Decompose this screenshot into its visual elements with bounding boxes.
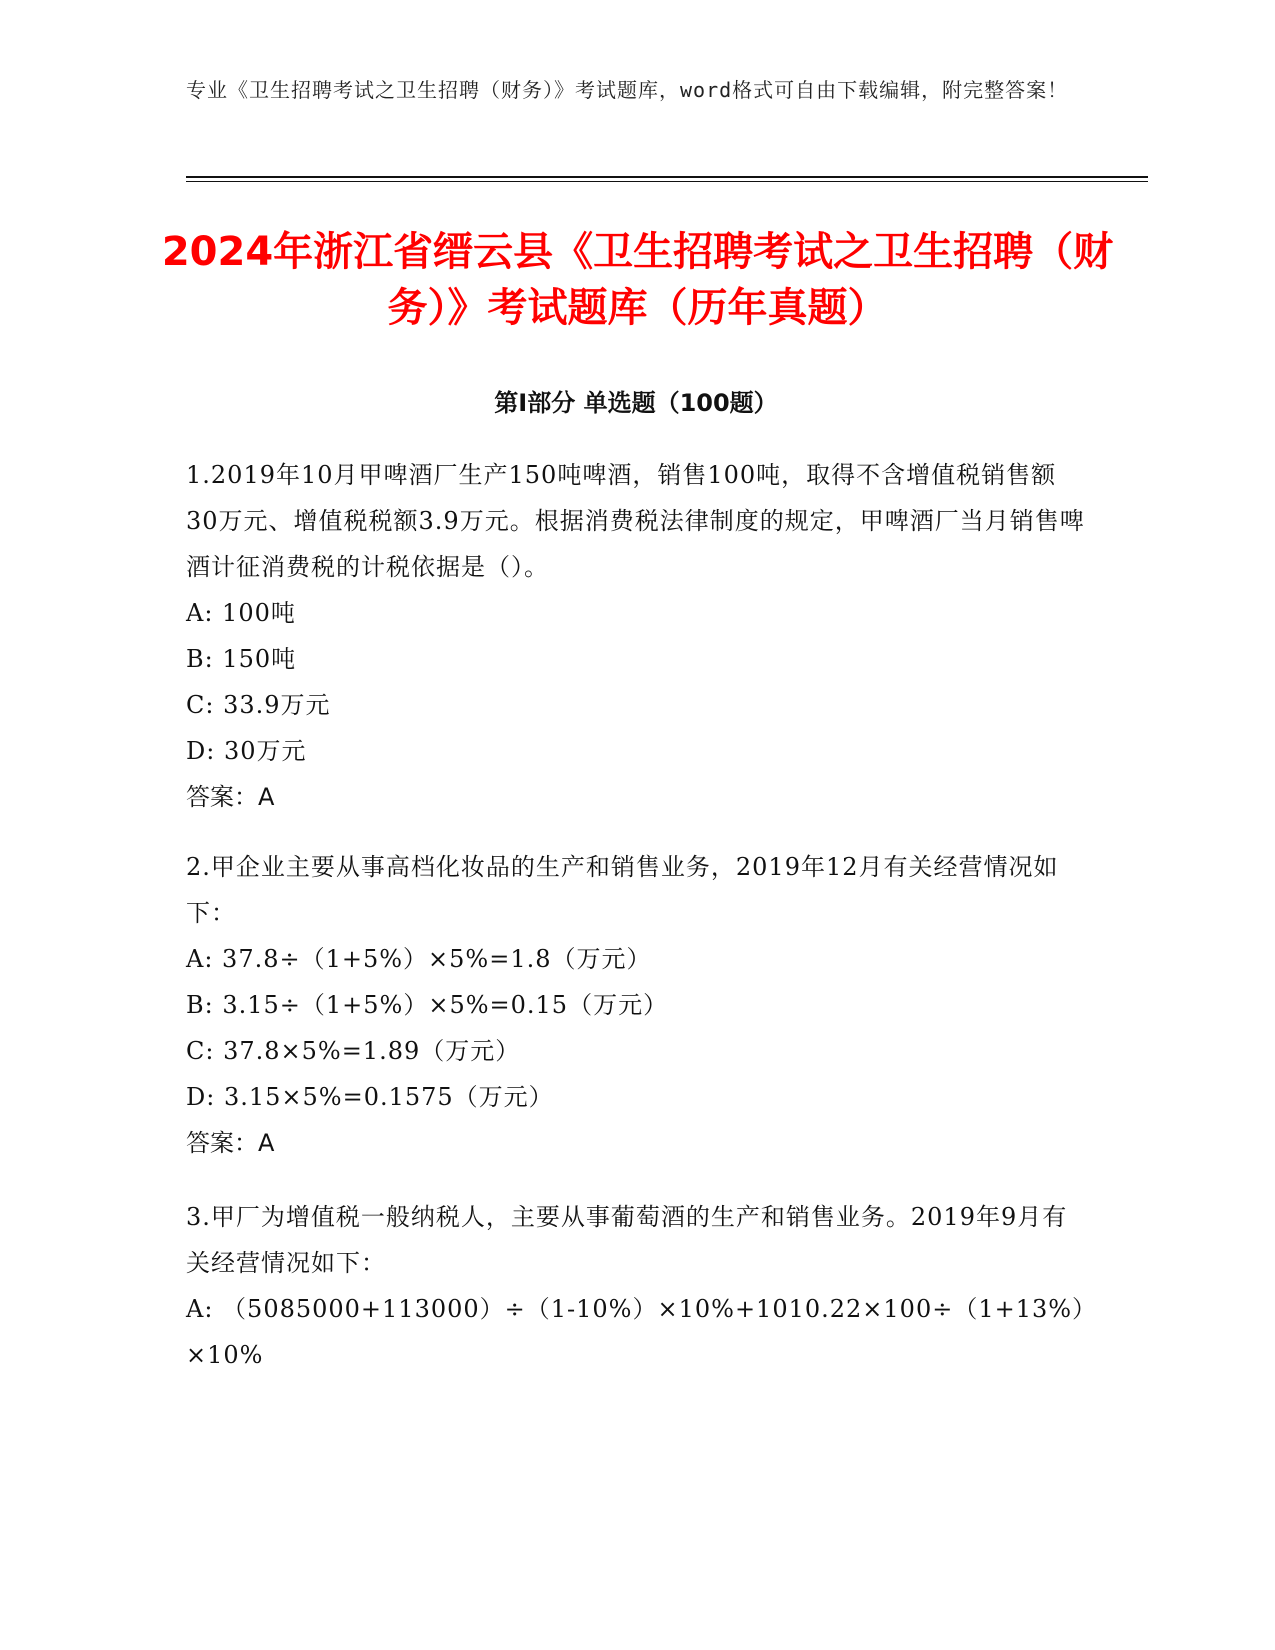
option-a: A: 37.8÷（1+5%）×5%=1.8（万元） <box>186 945 652 973</box>
header-rule-thin <box>186 181 1148 182</box>
option-a: A: （5085000+113000）÷（1-10%）×10%+1010.22×100÷（1+13%）×10% <box>186 1295 1086 1369</box>
header-note: 专业《卫生招聘考试之卫生招聘（财务）》考试题库，word格式可自由下载编辑，附完整答案！ <box>186 78 1069 102</box>
header-rule <box>186 176 1148 178</box>
question-1 <box>186 452 1086 820</box>
document-title: 2024年浙江省缙云县《卫生招聘考试之卫生招聘（财务）》考试题库（历年真题） <box>161 229 1114 331</box>
option-c: C: 37.8×5%=1.89（万元） <box>186 1037 521 1065</box>
option-a: A: 100吨 <box>186 599 296 627</box>
option-d: D: 3.15×5%=0.1575（万元） <box>186 1083 554 1111</box>
option-b: B: 3.15÷（1+5%）×5%=0.15（万元） <box>186 991 669 1019</box>
option-c: C: 33.9万元 <box>186 691 331 719</box>
question-text: 3.甲厂为增值税一般纳税人，主要从事葡萄酒的生产和销售业务。2019年9月有关经营情况如下： <box>186 1203 1068 1277</box>
question-text: 1.2019年10月甲啤酒厂生产150吨啤酒，销售100吨，取得不含增值税销售额30万元、增值税税额3.9万元。根据消费税法律制度的规定，甲啤酒厂当月销售啤酒计征消费税的计税依据是（）。 <box>186 461 1085 581</box>
question-text: 2.甲企业主要从事高档化妆品的生产和销售业务，2019年12月有关经营情况如下： <box>186 853 1059 927</box>
section-title: 第I部分 单选题（100题） <box>494 389 778 417</box>
question-2 <box>186 844 1086 1166</box>
option-b: B: 150吨 <box>186 645 297 673</box>
question-3 <box>186 1194 1086 1378</box>
option-d: D: 30万元 <box>186 737 307 765</box>
answer: 答案：A <box>186 783 275 811</box>
answer: 答案：A <box>186 1129 275 1157</box>
